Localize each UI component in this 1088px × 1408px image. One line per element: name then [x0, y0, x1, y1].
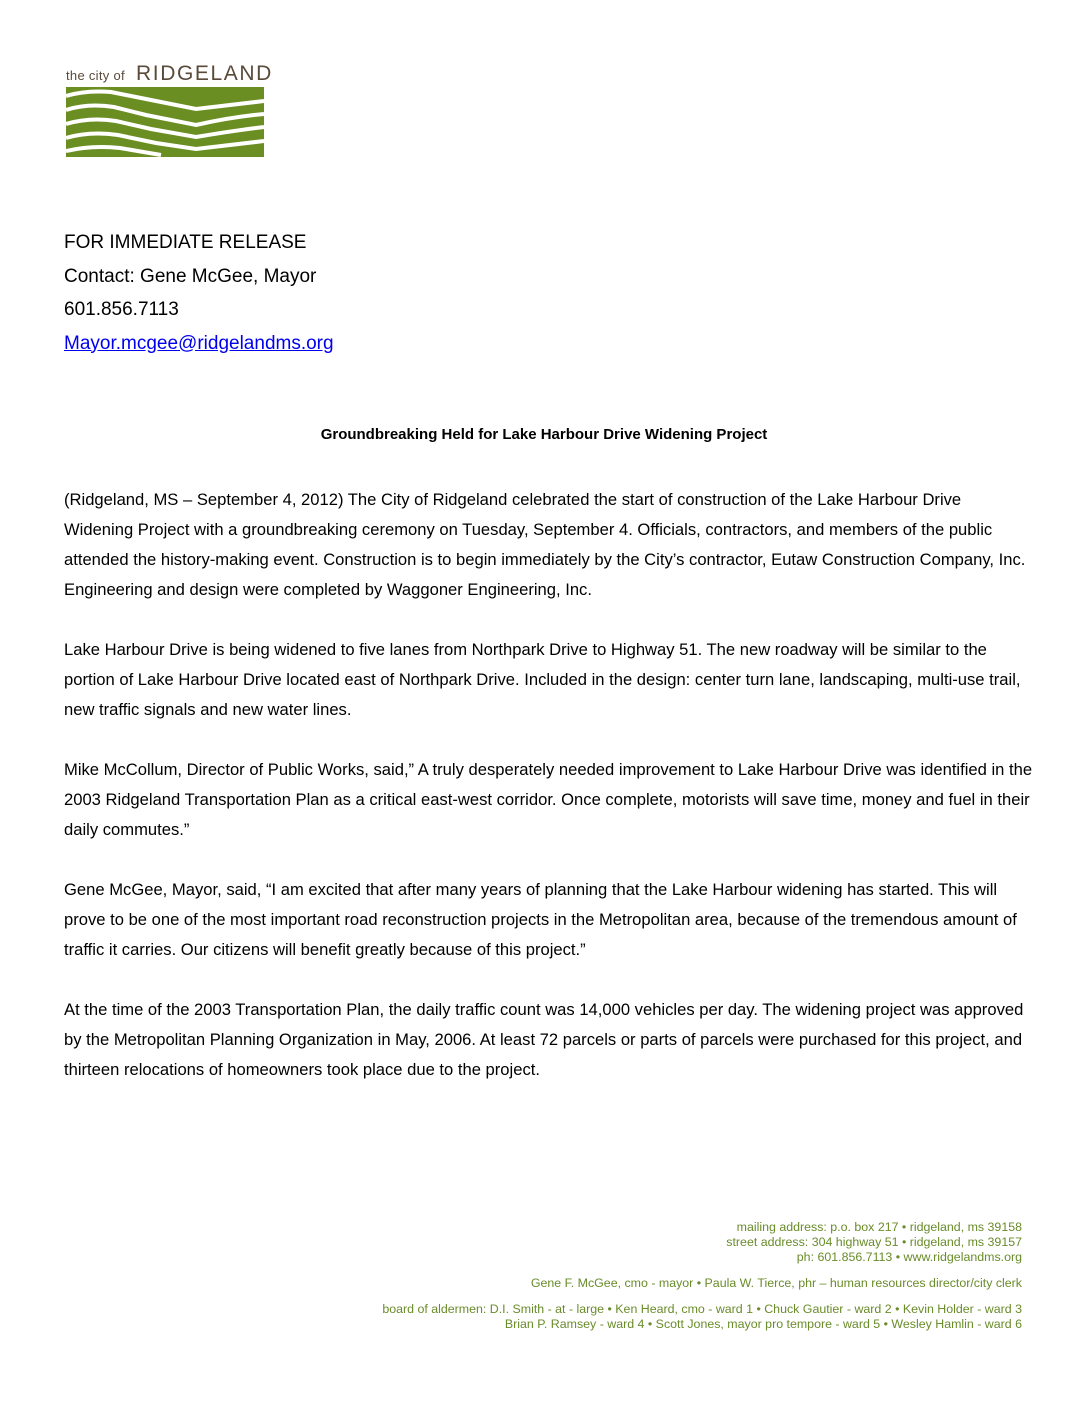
letterhead-footer	[382, 1220, 1022, 1343]
contact-block	[64, 226, 334, 360]
press-release-headline: Groundbreaking Held for Lake Harbour Drive Widening Project	[320, 426, 768, 443]
press-release-body	[64, 485, 1034, 1115]
logo-name: RIDGELAND	[136, 62, 273, 85]
paragraph: (Ridgeland, MS – September 4, 2012) The City of Ridgeland celebrated the start of construction of the Lake Harbour Drive Widening Project with a groundbreaking ceremony on Tuesday, September 4. Officials, contractors, and members of the public attended the history-making event. Construction is to begin immediately by the City’s contractor, Eutaw Construction Company, Inc. Engineering and design were completed by Waggoner Engineering, Inc.	[64, 490, 1026, 599]
paragraph: Mike McCollum, Director of Public Works, said,” A truly desperately needed improvement to Lake Harbour Drive was identified in the 2003 Ridgeland Transportation Plan as a critical east-west corridor. Once complete, motorists will save time, money and fuel in their daily commutes.”	[64, 760, 1033, 839]
city-logo	[66, 62, 273, 157]
aldermen-line-1: board of aldermen: D.I. Smith - at - large • Ken Heard, cmo - ward 1 • Chuck Gautier - ward 2 • Kevin Holder - ward 3	[382, 1302, 1022, 1316]
logo-prefix: the city of	[66, 68, 125, 83]
aldermen-line-2: Brian P. Ramsey - ward 4 • Scott Jones, mayor pro tempore - ward 5 • Wesley Hamlin - ward 6	[504, 1317, 1022, 1331]
paragraph: Lake Harbour Drive is being widened to five lanes from Northpark Drive to Highway 51. The new roadway will be similar to the portion of Lake Harbour Drive located east of Northpark Drive. Included in the design: center turn lane, landscaping, multi-use trail, new traffic signals and new water lines.	[64, 640, 1021, 719]
logo-wordmark	[66, 62, 273, 85]
contact-email-link[interactable]: Mayor.mcgee@ridgelandms.org	[64, 332, 334, 354]
footer-address-block	[382, 1220, 1022, 1265]
ridgeland-wave-logo-icon	[66, 87, 264, 157]
footer-aldermen	[382, 1302, 1022, 1332]
mailing-address: mailing address: p.o. box 217 • ridgeland, ms 39158	[736, 1220, 1022, 1234]
paragraph: At the time of the 2003 Transportation Plan, the daily traffic count was 14,000 vehicles per day. The widening project was approved by the Metropolitan Planning Organization in May, 2006. At least 72 parcels or parts of parcels were purchased for this project, and thirteen relocations of homeowners took place due to the project.	[64, 1000, 1024, 1079]
street-address: street address: 304 highway 51 • ridgeland, ms 39157	[726, 1235, 1022, 1249]
contact-phone: 601.856.7113	[64, 299, 179, 320]
footer-officials: Gene F. McGee, cmo - mayor • Paula W. Tierce, phr – human resources director/city clerk	[530, 1276, 1022, 1290]
contact-name: Contact: Gene McGee, Mayor	[64, 265, 317, 287]
release-label: FOR IMMEDIATE RELEASE	[64, 232, 307, 253]
paragraph: Gene McGee, Mayor, said, “I am excited that after many years of planning that the Lake Harbour widening has started. This will prove to be one of the most important road reconstruction projects in the Metropolitan area, because of the tremendous amount of traffic it carries. Our citizens will benefit greatly because of this project.”	[64, 880, 1017, 959]
phone-website: ph: 601.856.7113 • www.ridgelandms.org	[796, 1250, 1022, 1264]
